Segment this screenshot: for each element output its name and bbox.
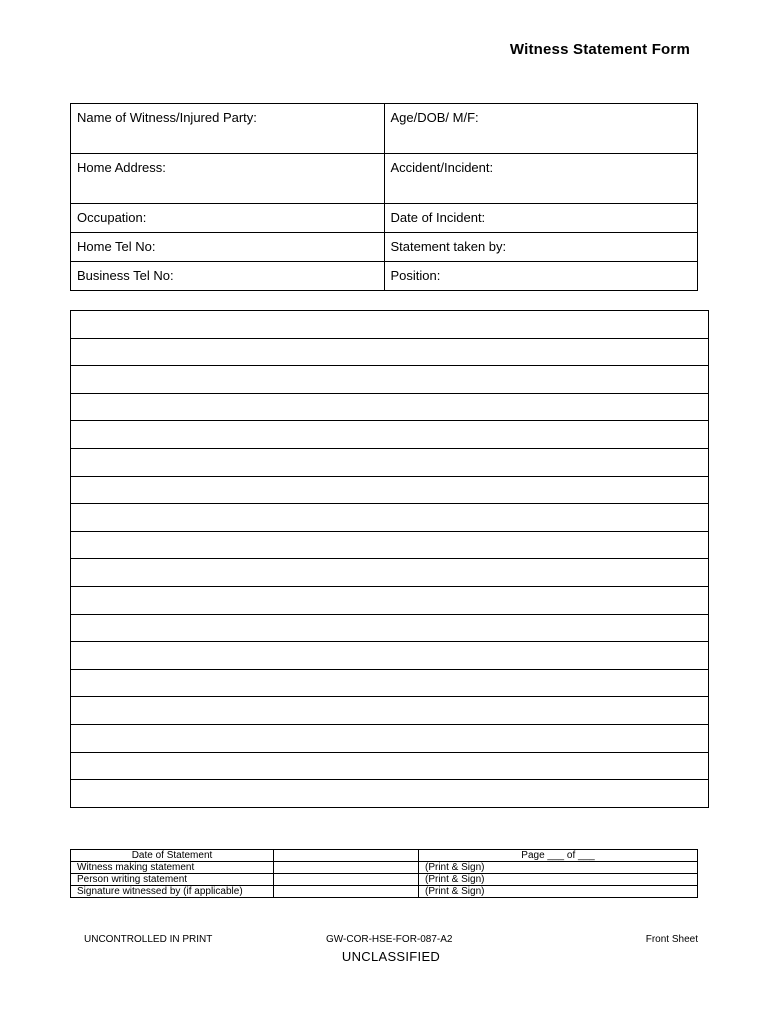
person-writing-statement-label: Person writing statement	[71, 874, 274, 886]
print-sign-field[interactable]: (Print & Sign)	[419, 862, 698, 874]
statement-line-field[interactable]	[71, 642, 709, 670]
statement-line-field[interactable]	[71, 586, 709, 614]
statement-line	[71, 504, 709, 532]
position-field[interactable]: Position:	[384, 262, 698, 291]
age-dob-field[interactable]: Age/DOB/ M/F:	[384, 104, 698, 154]
person-writing-statement-field[interactable]	[274, 874, 419, 886]
home-tel-field[interactable]: Home Tel No:	[71, 233, 385, 262]
footer-uncontrolled-note: UNCONTROLLED IN PRINT	[84, 934, 213, 945]
date-of-incident-field[interactable]: Date of Incident:	[384, 204, 698, 233]
table-row	[71, 874, 698, 886]
table-row	[71, 204, 698, 233]
statement-line	[71, 531, 709, 559]
signature-witnessed-by-label: Signature witnessed by (if applicable)	[71, 886, 274, 898]
statement-line	[71, 697, 709, 725]
print-sign-field[interactable]: (Print & Sign)	[419, 886, 698, 898]
statement-line	[71, 366, 709, 394]
statement-line-field[interactable]	[71, 448, 709, 476]
table-row	[71, 862, 698, 874]
statement-line-field[interactable]	[71, 697, 709, 725]
statement-line-field[interactable]	[71, 504, 709, 532]
statement-line-field[interactable]	[71, 752, 709, 780]
statement-line	[71, 724, 709, 752]
statement-line-field[interactable]	[71, 669, 709, 697]
statement-taken-by-field[interactable]: Statement taken by:	[384, 233, 698, 262]
date-of-statement-field[interactable]	[274, 850, 419, 862]
signature-witnessed-by-field[interactable]	[274, 886, 419, 898]
statement-lines-table	[70, 310, 709, 808]
statement-line	[71, 780, 709, 808]
statement-line-field[interactable]	[71, 614, 709, 642]
statement-line-field[interactable]	[71, 531, 709, 559]
statement-line	[71, 393, 709, 421]
statement-line	[71, 338, 709, 366]
statement-line-field[interactable]	[71, 338, 709, 366]
table-row	[71, 262, 698, 291]
statement-line-field[interactable]	[71, 366, 709, 394]
page-title: Witness Statement Form	[509, 41, 690, 58]
home-address-field[interactable]: Home Address:	[71, 154, 385, 204]
print-sign-field[interactable]: (Print & Sign)	[419, 874, 698, 886]
table-row	[71, 886, 698, 898]
classification-label: UNCLASSIFIED	[341, 949, 441, 964]
statement-line	[71, 559, 709, 587]
date-of-statement-label: Date of Statement	[71, 850, 274, 862]
table-row	[71, 104, 698, 154]
statement-line-field[interactable]	[71, 311, 709, 339]
statement-line	[71, 448, 709, 476]
statement-line-field[interactable]	[71, 724, 709, 752]
occupation-field[interactable]: Occupation:	[71, 204, 385, 233]
statement-line	[71, 476, 709, 504]
page-number-field[interactable]: Page ___ of ___	[419, 850, 698, 862]
signature-table	[70, 849, 698, 898]
statement-line	[71, 421, 709, 449]
witness-info-table	[70, 103, 698, 291]
statement-line	[71, 669, 709, 697]
table-row	[71, 850, 698, 862]
statement-line-field[interactable]	[71, 780, 709, 808]
statement-line	[71, 311, 709, 339]
statement-line-field[interactable]	[71, 559, 709, 587]
statement-line-field[interactable]	[71, 393, 709, 421]
statement-line-field[interactable]	[71, 421, 709, 449]
footer-sheet-label: Front Sheet	[645, 934, 698, 945]
witness-making-statement-field[interactable]	[274, 862, 419, 874]
statement-line	[71, 614, 709, 642]
accident-incident-field[interactable]: Accident/Incident:	[384, 154, 698, 204]
table-row	[71, 154, 698, 204]
statement-line	[71, 586, 709, 614]
statement-line	[71, 642, 709, 670]
statement-line	[71, 752, 709, 780]
table-row	[71, 233, 698, 262]
name-of-witness-field[interactable]: Name of Witness/Injured Party:	[71, 104, 385, 154]
business-tel-field[interactable]: Business Tel No:	[71, 262, 385, 291]
statement-line-field[interactable]	[71, 476, 709, 504]
witness-making-statement-label: Witness making statement	[71, 862, 274, 874]
footer-document-code: GW-COR-HSE-FOR-087-A2	[326, 934, 453, 945]
